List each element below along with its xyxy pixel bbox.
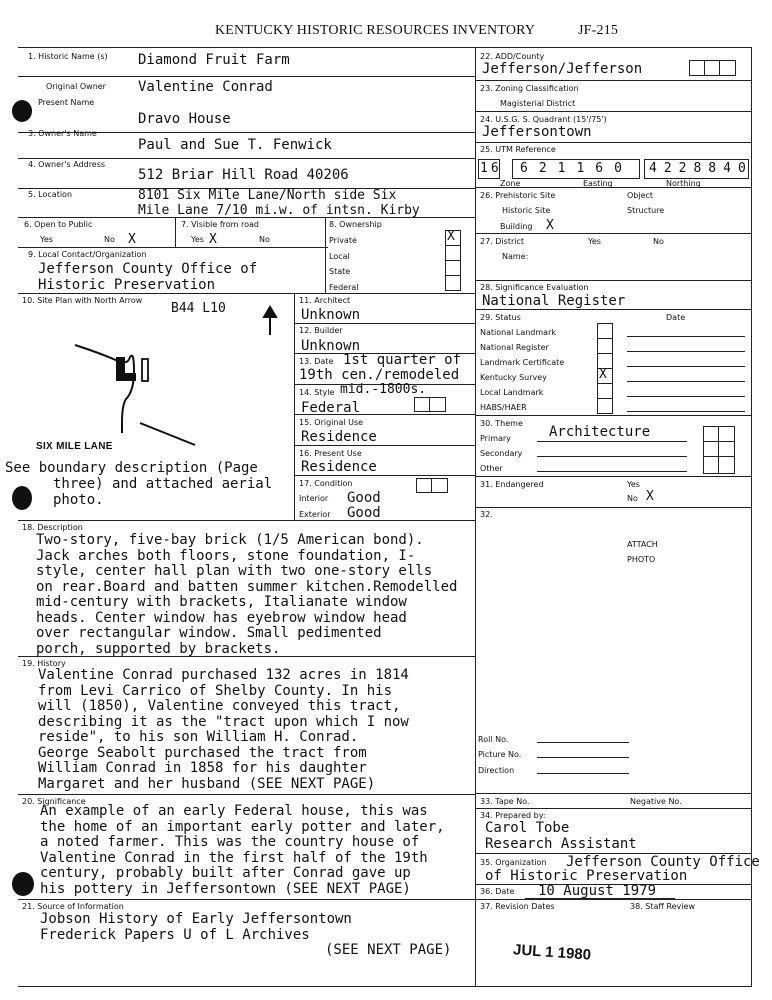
style-checkbox[interactable]: [414, 397, 446, 412]
original-owner-value: Valentine Conrad: [138, 79, 273, 95]
date-line-2: 19th cen./remodeled: [299, 367, 460, 383]
organization-line-1: Jefferson County Office: [566, 854, 760, 870]
organization-label: 35. Organization: [480, 858, 547, 867]
open-to-public-mark: X: [128, 232, 136, 247]
punch-hole-mark: [12, 100, 32, 122]
significance-label: 20. Significance: [22, 797, 86, 806]
theme-code-boxes[interactable]: [703, 426, 735, 474]
ownership-mark: X: [447, 229, 455, 244]
kentucky-survey-mark: X: [599, 367, 607, 382]
owners-name-value: Paul and Sue T. Fenwick: [138, 137, 332, 153]
style-overwrite: mid.-1800s.: [340, 382, 427, 397]
prehistoric-site-label: 26. Prehistoric Site: [480, 191, 556, 200]
owners-name-label: 3. Owner's Name: [28, 129, 97, 138]
style-label: 14. Style: [299, 388, 335, 397]
original-use-value: Residence: [301, 429, 377, 445]
significance-evaluation-value: National Register: [482, 293, 626, 309]
location-label: 5. Location: [28, 190, 73, 199]
original-owner-label: Original Owner: [46, 82, 106, 91]
historic-name-value: Diamond Fruit Farm: [138, 52, 290, 68]
location-value: 8101 Six Mile Lane/North side Six Mile Lane 7/10 mi.w. of intsn. Kirby: [138, 188, 420, 218]
exterior-condition-value: Good: [347, 505, 381, 521]
visible-from-road-label: 7. Visible from road: [181, 220, 259, 229]
present-name-label: Present Name: [38, 98, 95, 107]
endangered-mark: X: [646, 489, 654, 504]
roll-no-label: Roll No.: [478, 735, 509, 744]
prepared-by-label: 34. Prepared by:: [480, 811, 546, 820]
owners-address-label: 4. Owner's Address: [28, 160, 106, 169]
received-date-stamp: JUL 1 1980: [512, 941, 592, 964]
inventory-form-page: KENTUCKY HISTORIC RESOURCES INVENTORY JF-215 1. Historic Name (s) Diamond Fruit Farm Original Owner Valentine Conrad Present Name Dravo House 3. Owner's Name Paul and Sue T. Fenwick 4. Owner's Address 512 Briar Hill Road 40206 5. Location 8101 Six Mile Lane/North side Six Mile Lane 7/10 mi.w. of intsn. Kirby 6. Open to Public Yes No X 7. Visible from road Yes X No 8. Ownership Private Local State Federal X 9. Local Contact/Organization Jefferson County Office of Historic Preservation 10. Site Plan with North Arrow B44 L10 SIX MILE LANE See boundary description (Page three) and attached aerial photo. 11. Architect Unknown 12. Builder Unknown 13. Date 1st quarter of 19th cen./remodeled 14. Style mid.-1800s. Federal 15. Original Use Residence 16. Present Use Residence 17. Condition Interior Good Exterior Good 18. Description Two-story, five-bay brick (1/5 American bond). Jack arches both floors, stone foundation, I- style, center hall plan with two one-story ells on rear.Board and batten summer kitchen.Remodelled mid-century with brackets, Italianate window heads. Center window has eyebrow window head over rectangular window. Small pedimented porch, supported by brackets. 19. History Valentine Conrad purchased 132 acres in 1814 from Levi Carrico of Shelby County. In his will (1850), Valentine conveyed this tract, describing it as the "tract upon which I now reside", to his son William H. Conrad. George Seabolt purchased the tract from William Conrad in 1858 for his daughter Margaret and her husband (SEE NEXT PAGE) 20. Significance An example of an early Federal house, this was the home of an important early potter and later, a noted farmer. This was the country house of Valentine Conrad in the first half of the 19th century, probably built after Conrad gave up his pottery in Jeffersontown (SEE NEXT PAGE) 21. Source of Information Jobson History of Early Jeffersontown Frederick Papers U of L Archives (SEE NEXT PAGE) 22. ADD/County Jefferson/Jefferson 23. Zoning Classification Magisterial District 24. U.S.G. S. Quadrant (15'/75') Jeffersontown 25. UTM Reference 16 621160 4228840 Zone Easting Northing 26. Prehistoric Site Historic Site Building X Object Structure 27. District Yes No Name: 28. Significance Evaluation National Register 29. Status Date National Landmark National Register Landmark Certificate Kentucky Survey Local Landmark HABS/HAER X 30. Theme Primary Architecture Secondary Other 31. Endangered Yes No X 32. ATTACH PHOTO Roll No. Picture No. Direction 33. Tape No. Negative No. 34. Prepared by: Carol Tobe Research Assistant 35. Organization Jefferson County Office of Historic Preservation 36. Date 10 August 1979 37. Revision Dates 38. Staff Review JUL 1 1980: [0, 0, 772, 1000]
history-text: Valentine Conrad purchased 132 acres in 1814 from Levi Carrico of Shelby County. In his will (1850), Valentine conveyed this tract, describing it as the "tract upon which I now reside", to his son William H. Conrad. George Seabolt purchased the tract from William Conrad in 1858 for his daughter Margaret and her husband (SEE NEXT PAGE): [38, 667, 409, 792]
organization-line-2: of Historic Preservation: [485, 868, 688, 884]
builder-label: 12. Builder: [299, 326, 343, 335]
ownership-label: 8. Ownership: [329, 220, 382, 229]
form-id: JF-215: [578, 23, 619, 38]
prep-date-value: 10 August 1979: [538, 883, 657, 899]
site-plan-sketch: [30, 295, 290, 455]
condition-checkbox[interactable]: [416, 478, 448, 493]
utm-northing: 4228840: [649, 161, 753, 176]
building-mark: X: [546, 218, 554, 233]
significance-evaluation-label: 28. Significance Evaluation: [480, 283, 589, 292]
description-text: Two-story, five-bay brick (1/5 American bond). Jack arches both floors, stone foundation, I- style, center hall plan with two one-story ells on rear.Board and batten summer kitchen.Remodelled mid-century with brackets, Italianate window heads. Center window has eyebrow window head over rectangular window. Small pedimented porch, supported by brackets.: [36, 532, 458, 657]
theme-label: 30. Theme: [480, 419, 523, 428]
add-county-value: Jefferson/Jefferson: [482, 61, 643, 77]
staff-review-label: 38. Staff Review: [630, 902, 695, 911]
road-label: SIX MILE LANE: [36, 441, 113, 452]
direction-label: Direction: [478, 766, 515, 775]
form-title: KENTUCKY HISTORIC RESOURCES INVENTORY: [215, 23, 536, 38]
punch-hole-mark: [12, 872, 34, 896]
prepared-by-value: Carol Tobe Research Assistant: [485, 820, 637, 852]
original-use-label: 15. Original Use: [299, 418, 364, 427]
architect-value: Unknown: [301, 307, 361, 323]
picture-no-label: Picture No.: [478, 750, 522, 759]
punch-hole-mark: [12, 486, 32, 510]
significance-text: An example of an early Federal house, this was the home of an important early potter and later, a noted farmer. This was the country house of Valentine Conrad in the first half of the 19th century, probably built after Conrad gave up his pottery in Jeffersontown (SEE NEXT PAGE): [40, 803, 445, 897]
site-plan-code: B44 L10: [171, 301, 226, 316]
boundary-note: See boundary description (Page three) and attached aerial photo.: [5, 460, 273, 508]
history-label: 19. History: [22, 659, 66, 668]
interior-condition-value: Good: [347, 490, 381, 506]
field-32-label: 32.: [480, 510, 493, 519]
style-value: Federal: [301, 400, 361, 416]
architect-label: 11. Architect: [299, 296, 351, 305]
source-label: 21. Source of Information: [22, 902, 124, 911]
date-line-1: 1st quarter of: [343, 352, 462, 368]
site-plan-label: 10. Site Plan with North Arrow: [22, 296, 143, 305]
open-to-public-label: 6. Open to Public: [24, 220, 93, 229]
district-label: 27. District: [480, 237, 524, 246]
historic-name-label: 1. Historic Name (s): [28, 52, 108, 61]
theme-primary-value: Architecture: [549, 424, 651, 440]
source-text: Jobson History of Early Jeffersontown Frederick Papers U of L Archives: [40, 911, 352, 943]
visible-from-road-mark: X: [209, 232, 217, 247]
magisterial-district-label: Magisterial District: [500, 99, 576, 108]
local-contact-value: Jefferson County Office of Historic Preservation: [38, 261, 258, 293]
zoning-label: 23. Zoning Classification: [480, 84, 579, 93]
quadrant-label: 24. U.S.G. S. Quadrant (15'/75'): [480, 115, 607, 124]
attach-photo-line-2: PHOTO: [627, 555, 656, 564]
quadrant-value: Jeffersontown: [482, 124, 592, 140]
utm-easting: 621160: [520, 161, 633, 176]
present-use-label: 16. Present Use: [299, 449, 362, 458]
owners-address-value: 512 Briar Hill Road 40206: [138, 167, 349, 183]
source-see-next: (SEE NEXT PAGE): [325, 942, 452, 958]
status-label: 29. Status: [480, 313, 521, 322]
builder-value: Unknown: [301, 338, 361, 354]
tape-no-label: 33. Tape No.: [480, 797, 530, 806]
negative-no-label: Negative No.: [630, 797, 682, 806]
present-use-value: Residence: [301, 459, 377, 475]
prep-date-label: 36. Date: [480, 887, 515, 896]
description-label: 18. Description: [22, 523, 83, 532]
local-contact-label: 9. Local Contact/Organization: [28, 250, 147, 259]
utm-zone: 16: [480, 161, 502, 176]
condition-label: 17. Condition: [299, 479, 353, 488]
county-code-boxes[interactable]: [689, 60, 736, 76]
date-label: 13. Date: [299, 357, 334, 366]
endangered-label: 31. Endangered: [480, 480, 544, 489]
revision-dates-label: 37. Revision Dates: [480, 902, 555, 911]
add-county-label: 22. ADD/County: [480, 52, 545, 61]
utm-reference-label: 25. UTM Reference: [480, 145, 556, 154]
attach-photo-line-1: ATTACH: [627, 540, 658, 549]
present-name-value: Dravo House: [138, 111, 231, 127]
